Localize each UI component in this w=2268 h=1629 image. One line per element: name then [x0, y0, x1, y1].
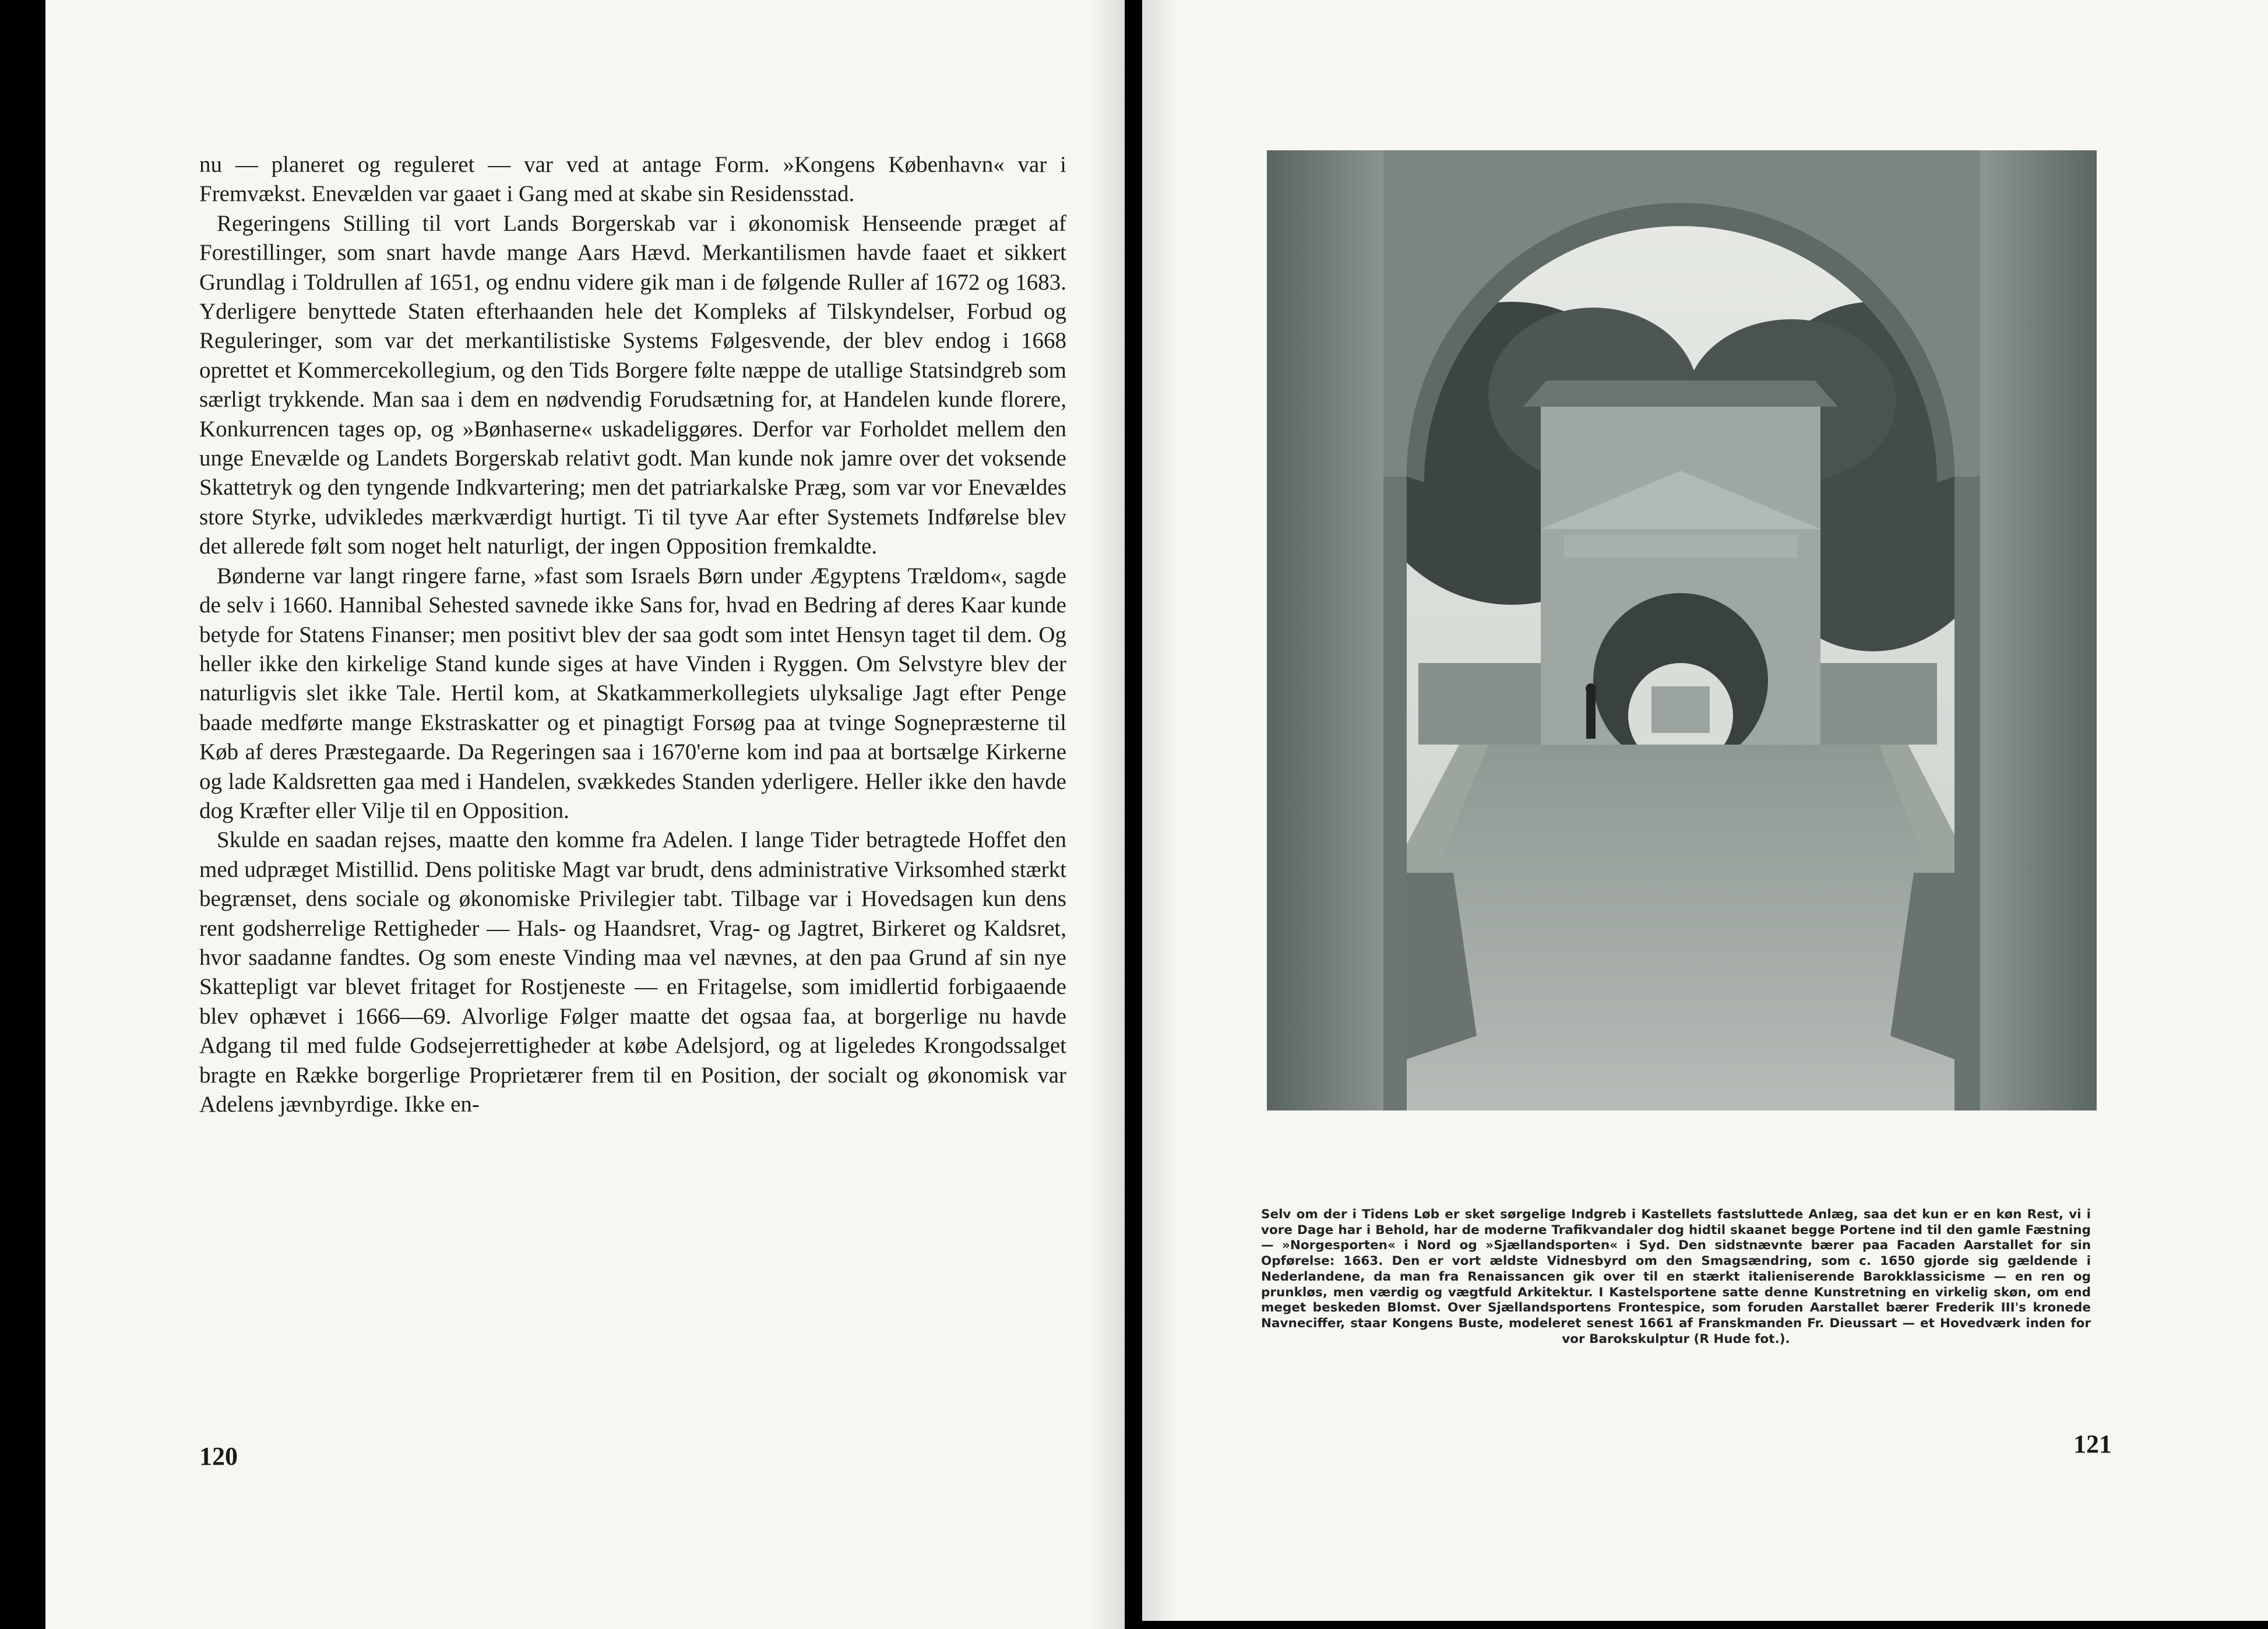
- gate-photo-illustration: [1267, 150, 2097, 1110]
- photo-caption: Selv om der i Tidens Løb er sket sørgelige Indgreb i Kastellets fastsluttede Anlæg, saa det kun er en køn Rest, vi i vore Dage har i Behold, har de moderne Trafikvandaler dog hidtil skaanet begge Portene ind til den gamle Fæstning — »Norgesporten« i Nord og »Sjællandsporten« i Syd. Den sidstnævnte bærer paa Facaden Aarstallet for sin Opførelse: 1663. Den er vort ældste Vidnesbyrd om den Smagsændring, som c. 1650 gjorde sig gældende i Nederlandene, da man fra Renaissancen gik over til en stærkt italieniserende Barokklassicisme — en ren og prunkløs, men værdig og vægtfuld Arkitektur. I Kastelsportene satte denne Kunstretning en virkelig skøn, om end meget beskeden Blomst. Over Sjællandsportens Frontespice, som foruden Aarstallet bærer Frederik III's kronede Navneciffer, staar Kongens Buste, modeleret senest 1661 af Franskmanden Fr. Dieussart — et Hovedværk inden for vor Barokskulptur (R Hude fot.).: [1261, 1207, 2091, 1346]
- paragraph-4: Skulde en saadan rejses, maatte den komme fra Adelen. I lange Tider betragtede Hoffet den med udpræget Mistillid. Dens politiske Magt var brudt, dens administrative Virksomhed stærkt begrænset, dens sociale og økonomiske Privilegier tabt. Tilbage var i Hovedsagen kun dens rent godsherrelige Rettigheder — Hals- og Haandsret, Vrag- og Jagtret, Birkeret og Kaldsret, hvor saadanne fandtes. Og som eneste Vinding maa vel nævnes, at den paa Grund af sin nye Skattepligt var blevet fritaget for Rostjeneste — en Fritagelse, som imidlertid forbigaaende blev ophævet i 1666—69. Alvorlige Følger maatte det ogsaa faa, at borgerlige nu havde Adgang til med fulde Godsejerrettigheder at købe Adelsjord, og at ligeledes Krongodssalget bragte en Række borgerlige Proprietærer frem til en Position, der socialt og økonomisk var Adelens jævnbyrdige. Ikke en-: [199, 827, 1066, 1117]
- gutter-shadow: [1090, 0, 1125, 1629]
- body-text: [199, 150, 1066, 1119]
- left-page: [45, 0, 1125, 1629]
- gutter-shadow: [1142, 0, 1177, 1621]
- page-number-left: 120: [199, 1442, 238, 1471]
- gate-photograph: [1267, 150, 2097, 1110]
- paragraph-1: nu — planeret og reguleret — var ved at antage Form. »Kongens København« var i Fremvækst. Enevælden var gaaet i Gang med at skabe sin Residensstad.: [199, 152, 1066, 207]
- paragraph-2: Regeringens Stilling til vort Lands Borgerskab var i økonomisk Henseende præget af Forestillinger, som snart havde mange Aars Hævd. Merkantilismen havde faaet et sikkert Grundlag i Toldrullen af 1651, og endnu videre gik man i de følgende Ruller af 1672 og 1683. Yderligere benyttede Staten efterhaanden hele det Kompleks af Tilskyndelser, Forbud og Reguleringer, som var det merkantilistiske Systems Følgesvende, der blev endog i 1668 oprettet et Kommercekollegium, og den Tids Borgere følte næppe de utallige Statsindgreb som særligt trykkende. Man saa i dem en nødvendig Forudsætning for, at Handelen kunde florere, Konkurrencen tages op, og »Bønhaserne« uskadeliggøres. Derfor var Forholdet mellem den unge Enevælde og Landets Borgerskab relativt godt. Man kunde nok jamre over det voksende Skattetryk og den tyngende Indkvartering; men det patriarkalske Præg, som var vor Enevældes store Styrke, udvikledes mærkværdigt hurtigt. Ti til tyve Aar efter Systemets Indførelse blev det allerede følt som noget helt naturligt, der ingen Opposition fremkaldte.: [199, 210, 1066, 559]
- right-page: [1142, 0, 2268, 1621]
- page-number-right: 121: [2073, 1430, 2112, 1458]
- paragraph-3: Bønderne var langt ringere farne, »fast som Israels Børn under Ægyptens Trældom«, sagde de selv i 1660. Hannibal Sehested savnede ikke Sans for, hvad en Bedring af deres Kaar kunde betyde for Statens Finanser; men positivt blev der saa godt som intet Hensyn taget til dem. Og heller ikke den kirkelige Stand kunde siges at have Vinden i Ryggen. Om Selvstyre blev der naturligvis slet ikke Tale. Hertil kom, at Skatkammerkollegiets ulyksalige Jagt efter Penge baade medførte mange Ekstraskatter og et pinagtigt Forsøg paa at tvinge Sognepræsterne til Køb af deres Præstegaarde. Da Regeringen saa i 1670'erne kom ind paa at bortsælge Kirkerne og lade Kaldsretten gaa med i Handelen, svækkedes Standen yderligere. Heller ikke den havde dog Kræfter eller Vilje til en Opposition.: [199, 563, 1066, 823]
